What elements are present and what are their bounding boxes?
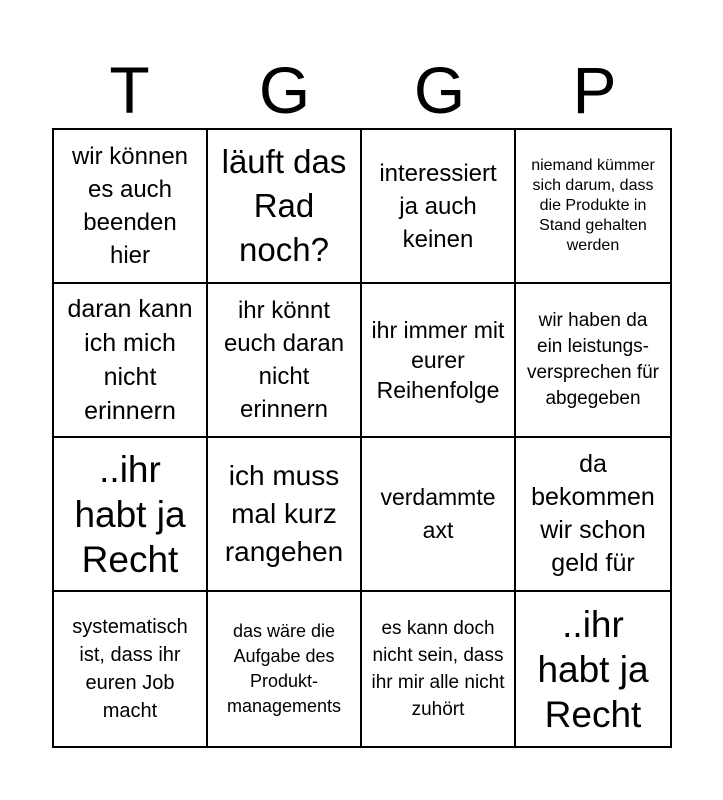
bingo-cell-text: verdammte axt <box>380 484 496 543</box>
bingo-cell-r3-c4[interactable] <box>516 438 670 592</box>
bingo-cell-text: niemand kümmer sich darum, dass die Produkte in Stand gehalten werden <box>531 157 655 254</box>
bingo-cell-r4-c4[interactable] <box>516 592 670 746</box>
bingo-cell-r2-c1[interactable] <box>54 284 208 438</box>
bingo-cell-r4-c1[interactable] <box>54 592 208 746</box>
bingo-header <box>52 52 672 128</box>
bingo-cell-r2-c3[interactable] <box>362 284 516 438</box>
bingo-cell-text: ihr immer mit eurer Reihenfolge <box>371 317 505 403</box>
bingo-cell-text: wir haben da ein leistungs-versprechen für abgegeben <box>526 310 659 409</box>
bingo-board <box>52 128 672 748</box>
header-letter-4: P <box>572 53 617 127</box>
bingo-cell-text: systematisch ist, dass ihr euren Job macht <box>72 616 188 722</box>
bingo-cell-text: ..ihr habt ja Recht <box>74 448 186 580</box>
bingo-cell-r1-c4[interactable] <box>516 130 670 284</box>
bingo-cell-r1-c3[interactable] <box>362 130 516 284</box>
bingo-cell-text: wir können es auch beenden hier <box>71 143 189 269</box>
bingo-cell-r3-c2[interactable] <box>208 438 362 592</box>
bingo-cell-text: das wäre die Aufgabe des Produkt-managements <box>226 621 342 716</box>
bingo-cell-text: daran kann ich mich nicht erinnern <box>67 295 193 425</box>
bingo-cell-r1-c1[interactable] <box>54 130 208 284</box>
bingo-cell-r4-c3[interactable] <box>362 592 516 746</box>
bingo-cell-text: da bekommen wir schon geld für <box>531 450 655 577</box>
bingo-cell-r2-c2[interactable] <box>208 284 362 438</box>
bingo-cell-r3-c1[interactable] <box>54 438 208 592</box>
bingo-cell-text: ich muss mal kurz rangehen <box>224 460 344 567</box>
bingo-cell-text: ihr könnt euch daran nicht erinnern <box>223 297 345 423</box>
bingo-cell-r3-c3[interactable] <box>362 438 516 592</box>
header-letter-3: G <box>413 53 466 127</box>
bingo-cell-text: interessiert ja auch keinen <box>379 159 497 253</box>
bingo-cell-r1-c2[interactable] <box>208 130 362 284</box>
bingo-cell-text: es kann doch nicht sein, dass ihr mir alle nicht zuhört <box>371 618 505 720</box>
header-letter-1: T <box>109 53 150 127</box>
bingo-cell-r4-c2[interactable] <box>208 592 362 746</box>
bingo-cell-r2-c4[interactable] <box>516 284 670 438</box>
header-letter-2: G <box>258 53 311 127</box>
bingo-cell-text: ..ihr habt ja Recht <box>537 603 649 735</box>
bingo-cell-text: läuft das Rad noch? <box>221 143 347 268</box>
